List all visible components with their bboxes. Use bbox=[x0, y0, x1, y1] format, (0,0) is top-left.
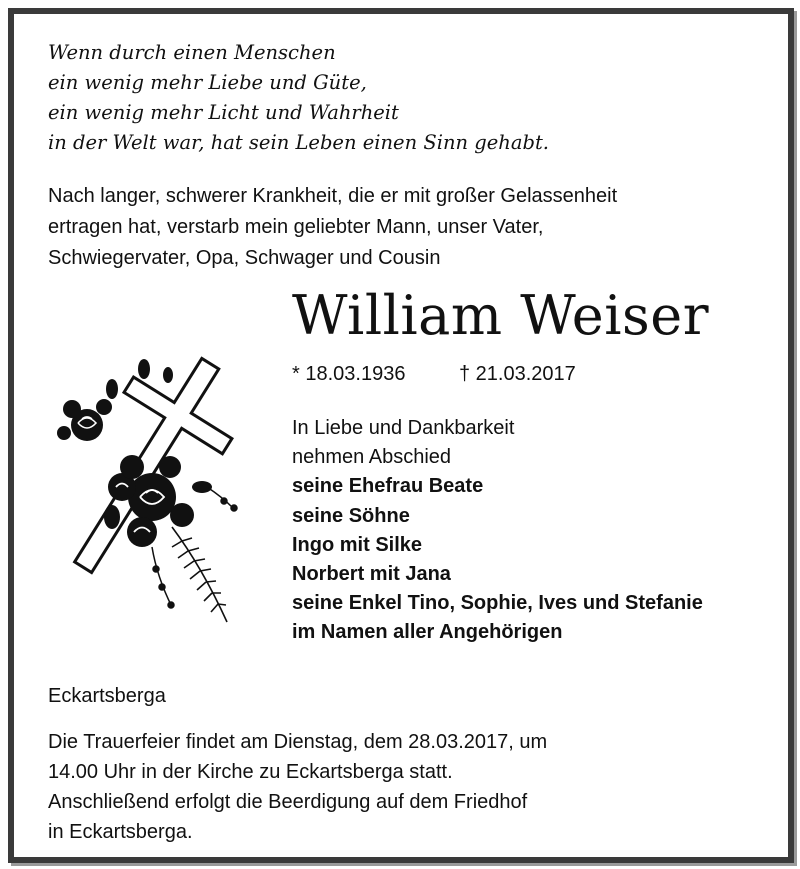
deceased-name: William Weiser bbox=[292, 284, 710, 347]
mourner-name: Norbert mit Jana bbox=[292, 563, 451, 586]
place-name: Eckartsberga bbox=[48, 685, 166, 707]
mourner-name: seine Enkel Tino, Sophie, Ives und Stefanie bbox=[292, 592, 703, 615]
cross-with-roses-icon bbox=[42, 337, 257, 627]
mourners-block bbox=[292, 414, 703, 648]
funeral-line: 14.00 Uhr in der Kirche zu Eckartsberga statt. bbox=[48, 761, 453, 783]
obituary-frame bbox=[8, 8, 794, 863]
intro-line: Schwiegervater, Opa, Schwager und Cousin bbox=[48, 247, 441, 269]
intro-line: Nach langer, schwerer Krankheit, die er mit großer Gelassenheit bbox=[48, 185, 618, 207]
mourner-name: seine Söhne bbox=[292, 504, 410, 527]
funeral-line: Die Trauerfeier findet am Dienstag, dem 28.03.2017, um bbox=[48, 731, 548, 753]
mourners-intro-line: nehmen Abschied bbox=[292, 446, 452, 469]
funeral-line: in Eckartsberga. bbox=[48, 821, 193, 843]
poem-line: Wenn durch einen Menschen bbox=[48, 41, 336, 64]
mourner-name: im Namen aller Angehörigen bbox=[292, 621, 563, 644]
intro-line: ertragen hat, verstarb mein geliebter Mann, unser Vater, bbox=[48, 216, 544, 238]
life-dates bbox=[292, 361, 576, 387]
intro-text bbox=[48, 181, 617, 274]
poem-line: in der Welt war, hat sein Leben einen Sinn gehabt. bbox=[48, 131, 549, 154]
funeral-line: Anschließend erfolgt die Beerdigung auf dem Friedhof bbox=[48, 791, 528, 813]
mourner-name: seine Ehefrau Beate bbox=[292, 475, 484, 498]
birth-date: * 18.03.1936 bbox=[292, 363, 406, 385]
death-date: † 21.03.2017 bbox=[459, 363, 576, 385]
mourners-intro-line: In Liebe und Dankbarkeit bbox=[292, 417, 515, 439]
funeral-details bbox=[48, 727, 547, 847]
poem-line: ein wenig mehr Liebe und Güte, bbox=[48, 71, 367, 94]
mourner-name: Ingo mit Silke bbox=[292, 533, 423, 556]
obituary-content bbox=[14, 14, 788, 857]
poem-line: ein wenig mehr Licht und Wahrheit bbox=[48, 101, 399, 124]
poem-quote bbox=[48, 38, 549, 158]
